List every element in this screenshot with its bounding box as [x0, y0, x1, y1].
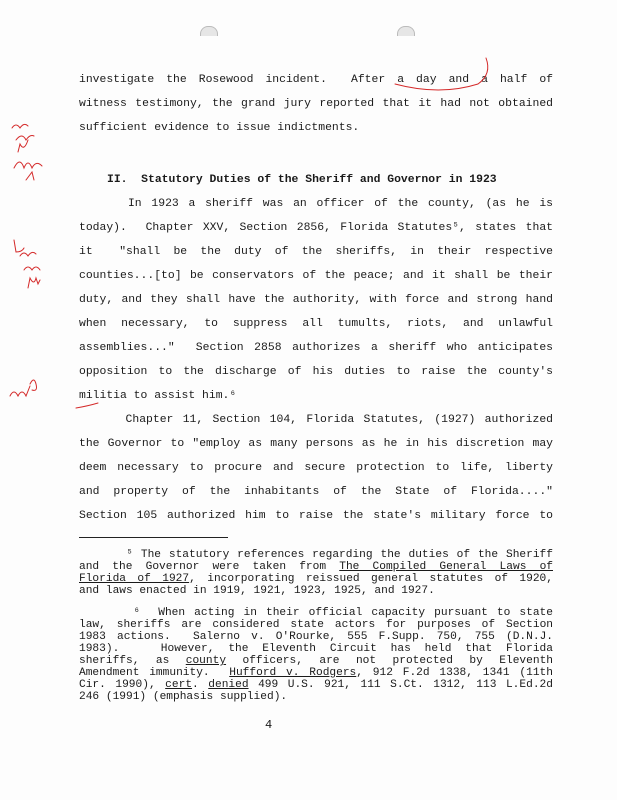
- underlined-citation: cert: [165, 679, 193, 691]
- footnote-text: and laws enacted in 1919, 1921, 1923, 1925, and 1927.: [79, 585, 435, 597]
- page-number: 4: [265, 718, 273, 732]
- body-text-line: investigate the Rosewood incident. After a day and a half of: [79, 74, 553, 86]
- body-text-line: and property of the inhabitants of the State of Florida....": [79, 486, 553, 498]
- body-text-line: witness testimony, the grand jury reported that it had not obtained: [79, 98, 553, 110]
- body-text-line: deem necessary to procure and secure protection to life, liberty: [79, 462, 553, 474]
- footnote-text: and the Governor were taken from: [79, 561, 340, 573]
- body-text-line: Chapter 11, Section 104, Florida Statutes, (1927) authorized: [79, 414, 553, 426]
- body-text-line: the Governor to "employ as many persons as he in his discretion may: [79, 438, 553, 450]
- footnote-text: law, sheriffs are considered state actors for purposes of Section: [79, 619, 553, 631]
- body-text-line: assemblies..." Section 2858 authorizes a sheriff who anticipates: [79, 342, 553, 354]
- footnote-text: Amendment immunity.: [79, 667, 230, 679]
- body-text-line: sufficient evidence to issue indictments.: [79, 122, 360, 134]
- footnote-text: .: [192, 679, 209, 691]
- body-text-line: today). Chapter XXV, Section 2856, Florida Statutes⁵, states that: [79, 222, 553, 234]
- margin-note-scribble: [14, 240, 40, 288]
- margin-note-scribble: [10, 380, 37, 396]
- section-heading: II. Statutory Duties of the Sheriff and Governor in 1923: [107, 174, 497, 186]
- footnote-text: Cir. 1990),: [79, 679, 166, 691]
- footnote-text: sheriffs, as: [79, 655, 186, 667]
- militia-underline: [76, 403, 98, 408]
- body-text-line: In 1923 a sheriff was an officer of the county, (as he is: [79, 198, 554, 210]
- footnote-text: 1983 actions. Salerno v. O'Rourke, 555 F.Supp. 750, 755 (D.N.J.: [79, 631, 553, 643]
- body-text-line: it "shall be the duty of the sheriffs, in their respective: [79, 246, 553, 258]
- footnote-text: ⁶ When acting in their official capacity pursuant to state: [79, 607, 553, 619]
- footnote-text: , incorporating reissued general statutes of 1920,: [189, 573, 553, 585]
- body-text-line: militia to assist him.⁶: [79, 390, 237, 402]
- footnote-text: , 912 F.2d 1338, 1341 (11th: [356, 667, 553, 679]
- underlined-citation: Florida of 1927: [79, 573, 190, 585]
- underlined-citation: denied: [208, 679, 249, 691]
- footnote-text: officers, are not protected by Eleventh: [226, 655, 553, 667]
- footnote-text: 1983). However, the Eleventh Circuit has held that Florida: [79, 643, 553, 655]
- footnote-text: ⁵ The statutory references regarding the duties of the Sheriff: [79, 549, 553, 561]
- body-text-line: Section 105 authorized him to raise the state's military force to: [79, 510, 553, 522]
- body-text-line: duty, and they shall have the authority, with force and strong hand: [79, 294, 553, 306]
- margin-note-scribble: [12, 124, 42, 180]
- footnote-text: 499 U.S. 921, 111 S.Ct. 1312, 113 L.Ed.2d: [248, 679, 553, 691]
- underlined-citation: Hufford v. Rodgers: [229, 667, 357, 679]
- annotation-arc: [395, 58, 488, 90]
- footnote-text: 246 (1991) (emphasis supplied).: [79, 691, 288, 703]
- underlined-citation: county: [185, 655, 227, 667]
- body-text-line: when necessary, to suppress all tumults, riots, and unlawful: [79, 318, 553, 330]
- underlined-citation: The Compiled General Laws of: [339, 561, 553, 573]
- body-text-line: opposition to the discharge of his duties to raise the county's: [79, 366, 553, 378]
- body-text-line: counties...[to] be conservators of the peace; and it shall be their: [79, 270, 553, 282]
